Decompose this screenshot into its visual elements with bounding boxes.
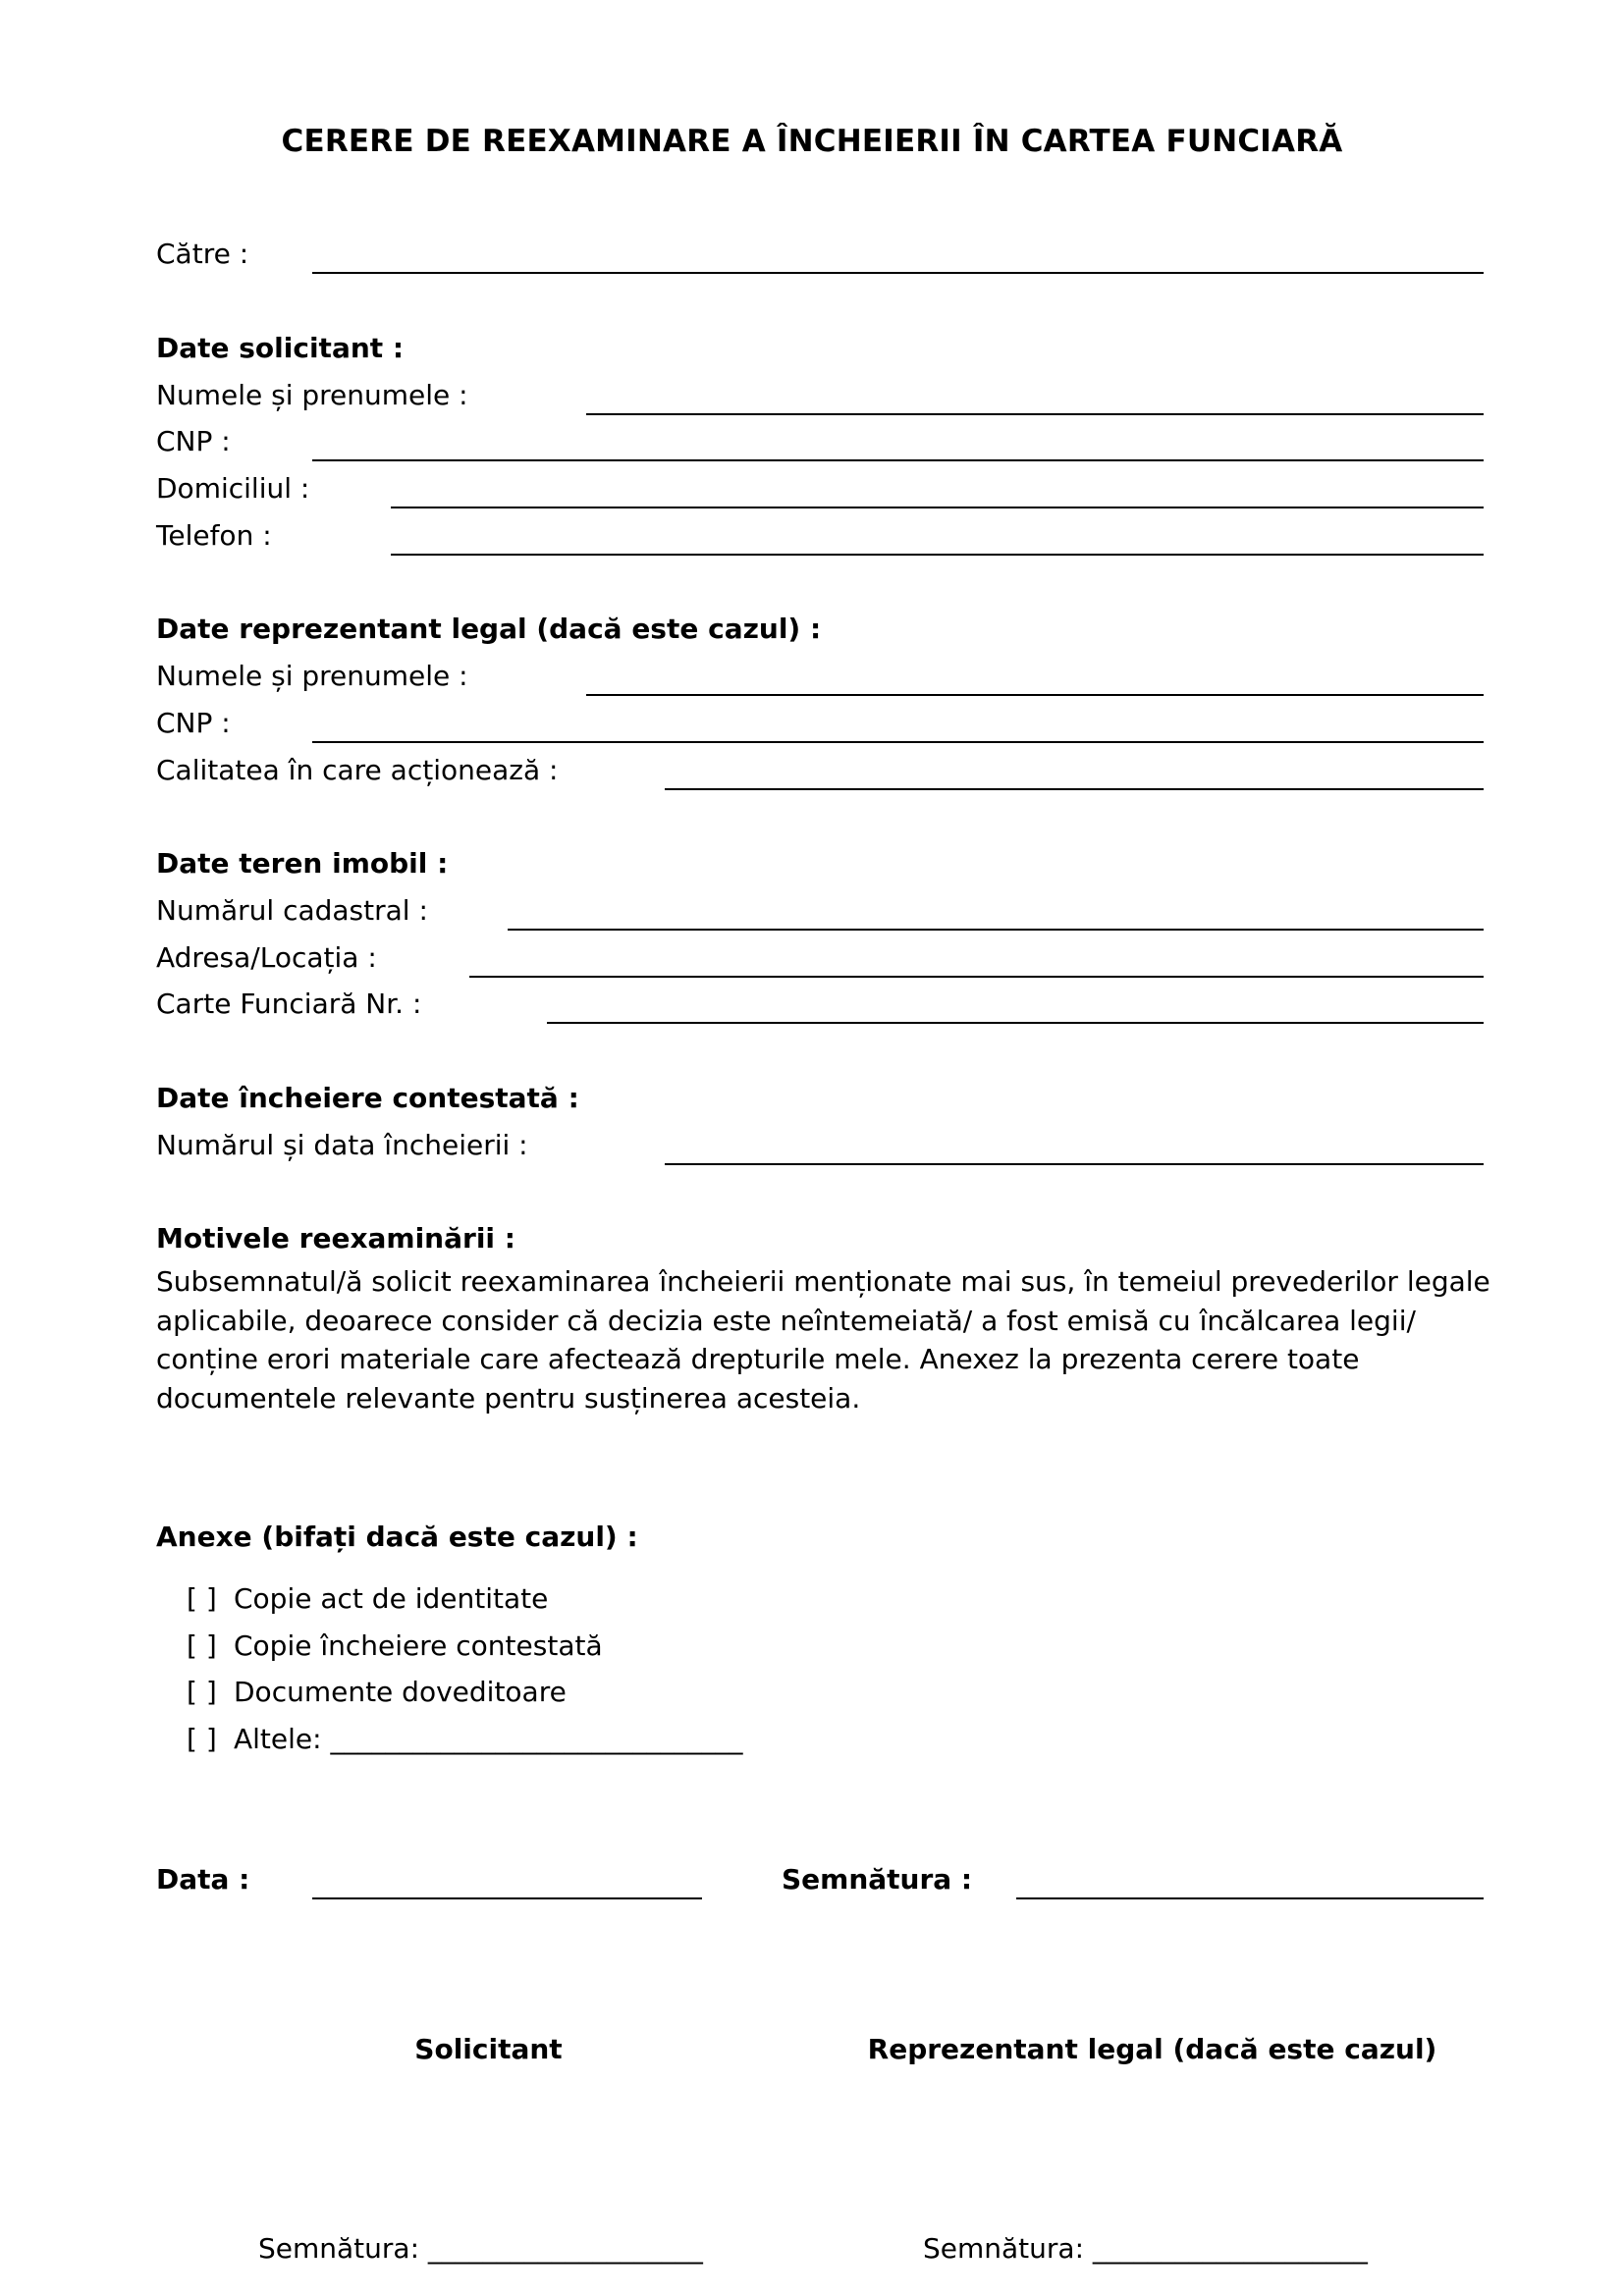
- teren-adresa-field[interactable]: [469, 976, 1484, 978]
- motive-header: Motivele reexaminării :: [156, 1222, 515, 1255]
- reprezentant-cnp-field[interactable]: [312, 741, 1484, 743]
- incheiere-numar-data-field[interactable]: [665, 1163, 1484, 1165]
- anexe-item-label: Copie act de identitate: [234, 1582, 549, 1615]
- anexe-item-label: Copie încheiere contestată: [234, 1629, 603, 1662]
- solicitant-name-label: Numele și prenumele :: [156, 379, 468, 411]
- semnatura-field[interactable]: [1016, 1897, 1484, 1899]
- checkbox-icon[interactable]: [ ]: [187, 1723, 217, 1755]
- anexe-item[interactable]: [187, 1629, 603, 1662]
- reprezentant-name-field[interactable]: [586, 694, 1484, 696]
- reprezentant-signature-line[interactable]: Semnătura: ____________________: [923, 2232, 1368, 2265]
- incheiere-header: Date încheiere contestată :: [156, 1082, 579, 1114]
- motive-text: Subsemnatul/ă solicit reexaminarea încheierii menționate mai sus, în temeiul prevederilor legale aplicabile, deoarece consider că decizia este neîntemeiată/ a fost emisă cu încălcarea legii/ conține erori materiale care afectează drepturile mele. Anexez la prezenta cerere toate documentele relevante pentru susținerea acesteia.: [156, 1265, 1490, 1415]
- teren-cadastral-label: Numărul cadastral :: [156, 894, 428, 927]
- teren-adresa-label: Adresa/Locația :: [156, 941, 377, 974]
- anexe-item-label: Documente doveditoare: [234, 1676, 567, 1708]
- checkbox-icon[interactable]: [ ]: [187, 1629, 217, 1662]
- anexe-item[interactable]: [187, 1676, 567, 1708]
- data-label: Data :: [156, 1863, 250, 1896]
- solicitant-cnp-label: CNP :: [156, 425, 231, 457]
- reprezentant-signature-header: Reprezentant legal (dacă este cazul): [867, 2033, 1437, 2065]
- reprezentant-header: Date reprezentant legal (dacă este cazul) :: [156, 613, 822, 645]
- solicitant-signature-line[interactable]: Semnătura: ____________________: [258, 2232, 703, 2265]
- anexe-item-label: Altele: ______________________________: [234, 1723, 743, 1755]
- anexe-item[interactable]: [187, 1582, 548, 1615]
- anexe-item[interactable]: [187, 1723, 742, 1755]
- solicitant-cnp-field[interactable]: [312, 459, 1484, 461]
- catre-label: Către :: [156, 238, 249, 270]
- checkbox-icon[interactable]: [ ]: [187, 1582, 217, 1615]
- teren-cf-field[interactable]: [547, 1022, 1484, 1024]
- reprezentant-calitate-label: Calitatea în care acționează :: [156, 754, 559, 786]
- solicitant-domiciliu-field[interactable]: [391, 507, 1484, 508]
- reprezentant-cnp-label: CNP :: [156, 707, 231, 739]
- checkbox-icon[interactable]: [ ]: [187, 1676, 217, 1708]
- solicitant-telefon-field[interactable]: [391, 554, 1484, 556]
- solicitant-telefon-label: Telefon :: [156, 519, 272, 552]
- solicitant-header: Date solicitant :: [156, 332, 405, 364]
- teren-cf-label: Carte Funciară Nr. :: [156, 988, 422, 1020]
- teren-cadastral-field[interactable]: [508, 929, 1484, 931]
- solicitant-signature-header: Solicitant: [414, 2033, 563, 2065]
- reprezentant-calitate-field[interactable]: [665, 788, 1484, 790]
- reprezentant-name-label: Numele și prenumele :: [156, 660, 468, 692]
- incheiere-numar-data-label: Numărul și data încheierii :: [156, 1129, 528, 1161]
- document-title: CERERE DE REEXAMINARE A ÎNCHEIERII ÎN CARTEA FUNCIARĂ: [281, 124, 1343, 159]
- solicitant-name-field[interactable]: [586, 413, 1484, 415]
- data-field[interactable]: [312, 1897, 702, 1899]
- semnatura-label: Semnătura :: [782, 1863, 973, 1896]
- teren-header: Date teren imobil :: [156, 847, 449, 880]
- solicitant-domiciliu-label: Domiciliul :: [156, 472, 310, 505]
- anexe-header: Anexe (bifați dacă este cazul) :: [156, 1521, 638, 1553]
- catre-field[interactable]: [312, 272, 1484, 274]
